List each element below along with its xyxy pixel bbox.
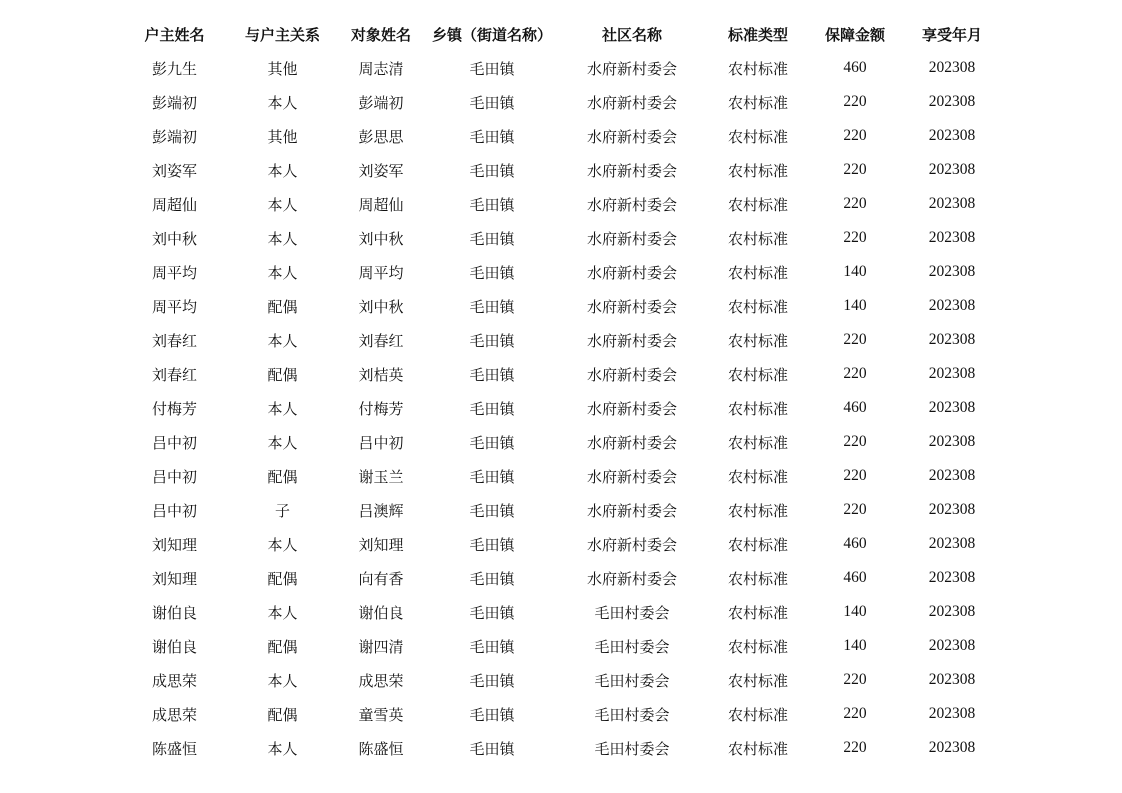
- table-row: [124, 595, 1008, 629]
- cell-amount: 220: [843, 195, 867, 212]
- table-row: [124, 459, 1008, 493]
- cell-township: 毛田镇: [469, 637, 515, 656]
- cell-period: 202308: [928, 127, 976, 144]
- cell-householder-name: 吕中初: [151, 467, 197, 486]
- cell-standard-type: 农村标准: [727, 331, 788, 350]
- table-row: [124, 221, 1008, 255]
- cell-recipient-name: 童雪英: [358, 705, 404, 724]
- cell-householder-name: 刘姿军: [151, 161, 197, 180]
- cell-township: 毛田镇: [469, 569, 515, 588]
- cell-householder-name: 刘知理: [151, 569, 197, 588]
- cell-standard-type: 农村标准: [727, 161, 788, 180]
- table-row: [124, 323, 1008, 357]
- cell-relation: 配偶: [267, 297, 298, 316]
- cell-township: 毛田镇: [469, 161, 515, 180]
- cell-period: 202308: [928, 535, 976, 552]
- cell-community: 毛田村委会: [594, 705, 670, 724]
- cell-householder-name: 付梅芳: [151, 399, 197, 418]
- table-header-row: [124, 17, 1008, 51]
- cell-recipient-name: 吕中初: [358, 433, 404, 452]
- cell-township: 毛田镇: [469, 365, 515, 384]
- cell-amount: 220: [843, 467, 867, 484]
- cell-recipient-name: 刘知理: [358, 535, 404, 554]
- cell-recipient-name: 成思荣: [358, 671, 404, 690]
- table-row: [124, 731, 1008, 765]
- cell-standard-type: 农村标准: [727, 263, 788, 282]
- table-row: [124, 357, 1008, 391]
- cell-period: 202308: [928, 297, 976, 314]
- cell-recipient-name: 周志清: [358, 59, 404, 78]
- cell-amount: 220: [843, 365, 867, 382]
- cell-recipient-name: 周超仙: [358, 195, 404, 214]
- table-row: [124, 51, 1008, 85]
- cell-recipient-name: 付梅芳: [358, 399, 404, 418]
- cell-amount: 220: [843, 705, 867, 722]
- cell-recipient-name: 陈盛恒: [358, 739, 404, 758]
- cell-relation: 其他: [267, 127, 298, 146]
- cell-standard-type: 农村标准: [727, 671, 788, 690]
- cell-period: 202308: [928, 93, 976, 110]
- cell-householder-name: 刘中秋: [151, 229, 197, 248]
- cell-recipient-name: 彭端初: [358, 93, 404, 112]
- cell-recipient-name: 刘春红: [358, 331, 404, 350]
- cell-householder-name: 成思荣: [151, 705, 197, 724]
- table-row: [124, 493, 1008, 527]
- cell-township: 毛田镇: [469, 297, 515, 316]
- cell-amount: 460: [843, 399, 867, 416]
- cell-township: 毛田镇: [469, 331, 515, 350]
- cell-amount: 220: [843, 161, 867, 178]
- cell-householder-name: 刘春红: [151, 331, 197, 350]
- cell-township: 毛田镇: [469, 127, 515, 146]
- cell-standard-type: 农村标准: [727, 433, 788, 452]
- cell-standard-type: 农村标准: [727, 569, 788, 588]
- cell-period: 202308: [928, 739, 976, 756]
- cell-amount: 460: [843, 569, 867, 586]
- cell-period: 202308: [928, 501, 976, 518]
- cell-standard-type: 农村标准: [727, 195, 788, 214]
- cell-amount: 220: [843, 433, 867, 450]
- cell-period: 202308: [928, 59, 976, 76]
- cell-amount: 220: [843, 229, 867, 246]
- cell-relation: 本人: [267, 535, 298, 554]
- cell-township: 毛田镇: [469, 399, 515, 418]
- cell-community: 水府新村委会: [586, 59, 677, 78]
- cell-amount: 140: [843, 297, 867, 314]
- cell-township: 毛田镇: [469, 535, 515, 554]
- cell-relation: 子: [274, 501, 290, 520]
- cell-relation: 本人: [267, 671, 298, 690]
- cell-recipient-name: 谢玉兰: [358, 467, 404, 486]
- cell-community: 毛田村委会: [594, 637, 670, 656]
- cell-community: 水府新村委会: [586, 399, 677, 418]
- table-row: [124, 527, 1008, 561]
- cell-relation: 配偶: [267, 467, 298, 486]
- cell-recipient-name: 刘姿军: [358, 161, 404, 180]
- table-row: [124, 255, 1008, 289]
- cell-relation: 配偶: [267, 365, 298, 384]
- table-row: [124, 119, 1008, 153]
- cell-period: 202308: [928, 263, 976, 280]
- cell-community: 水府新村委会: [586, 569, 677, 588]
- cell-householder-name: 成思荣: [151, 671, 197, 690]
- cell-township: 毛田镇: [469, 467, 515, 486]
- cell-relation: 本人: [267, 161, 298, 180]
- cell-standard-type: 农村标准: [727, 365, 788, 384]
- cell-amount: 220: [843, 501, 867, 518]
- cell-community: 毛田村委会: [594, 671, 670, 690]
- cell-householder-name: 刘知理: [151, 535, 197, 554]
- table-row: [124, 187, 1008, 221]
- table-row: [124, 561, 1008, 595]
- cell-standard-type: 农村标准: [727, 127, 788, 146]
- cell-recipient-name: 吕澳辉: [358, 501, 404, 520]
- cell-amount: 220: [843, 127, 867, 144]
- cell-period: 202308: [928, 671, 976, 688]
- cell-amount: 220: [843, 739, 867, 756]
- cell-township: 毛田镇: [469, 739, 515, 758]
- cell-recipient-name: 刘中秋: [358, 229, 404, 248]
- cell-township: 毛田镇: [469, 59, 515, 78]
- cell-recipient-name: 刘桔英: [358, 365, 404, 384]
- cell-township: 毛田镇: [469, 501, 515, 520]
- cell-recipient-name: 向有香: [358, 569, 404, 588]
- cell-community: 水府新村委会: [586, 127, 677, 146]
- cell-period: 202308: [928, 603, 976, 620]
- cell-householder-name: 谢伯良: [151, 637, 197, 656]
- cell-standard-type: 农村标准: [727, 399, 788, 418]
- cell-period: 202308: [928, 331, 976, 348]
- cell-community: 水府新村委会: [586, 501, 677, 520]
- cell-community: 水府新村委会: [586, 365, 677, 384]
- cell-community: 水府新村委会: [586, 93, 677, 112]
- cell-householder-name: 刘春红: [151, 365, 197, 384]
- assistance-roster-table: [124, 17, 1008, 765]
- cell-community: 水府新村委会: [586, 433, 677, 452]
- table-row: [124, 85, 1008, 119]
- cell-standard-type: 农村标准: [727, 297, 788, 316]
- cell-householder-name: 吕中初: [151, 501, 197, 520]
- cell-community: 水府新村委会: [586, 195, 677, 214]
- cell-township: 毛田镇: [469, 705, 515, 724]
- cell-community: 水府新村委会: [586, 297, 677, 316]
- header-householder-name: 户主姓名: [144, 25, 205, 44]
- cell-community: 水府新村委会: [586, 331, 677, 350]
- cell-community: 水府新村委会: [586, 229, 677, 248]
- cell-township: 毛田镇: [469, 263, 515, 282]
- cell-amount: 460: [843, 59, 867, 76]
- table-row: [124, 663, 1008, 697]
- header-period: 享受年月: [921, 25, 982, 44]
- header-township: 乡镇（街道名称）: [431, 25, 552, 44]
- cell-period: 202308: [928, 161, 976, 178]
- header-standard-type: 标准类型: [727, 25, 788, 44]
- header-relation: 与户主关系: [244, 25, 320, 44]
- cell-amount: 140: [843, 263, 867, 280]
- cell-relation: 本人: [267, 195, 298, 214]
- cell-standard-type: 农村标准: [727, 467, 788, 486]
- cell-amount: 220: [843, 671, 867, 688]
- table-row: [124, 289, 1008, 323]
- cell-relation: 本人: [267, 603, 298, 622]
- cell-relation: 本人: [267, 399, 298, 418]
- cell-community: 毛田村委会: [594, 739, 670, 758]
- cell-householder-name: 彭端初: [151, 127, 197, 146]
- cell-period: 202308: [928, 399, 976, 416]
- cell-period: 202308: [928, 569, 976, 586]
- table-row: [124, 153, 1008, 187]
- cell-householder-name: 吕中初: [151, 433, 197, 452]
- cell-standard-type: 农村标准: [727, 229, 788, 248]
- cell-amount: 220: [843, 93, 867, 110]
- cell-period: 202308: [928, 229, 976, 246]
- cell-householder-name: 陈盛恒: [151, 739, 197, 758]
- cell-relation: 配偶: [267, 569, 298, 588]
- cell-relation: 配偶: [267, 637, 298, 656]
- cell-relation: 本人: [267, 739, 298, 758]
- cell-householder-name: 彭九生: [151, 59, 197, 78]
- cell-relation: 本人: [267, 433, 298, 452]
- cell-period: 202308: [928, 705, 976, 722]
- cell-amount: 140: [843, 637, 867, 654]
- cell-period: 202308: [928, 467, 976, 484]
- cell-community: 毛田村委会: [594, 603, 670, 622]
- cell-township: 毛田镇: [469, 93, 515, 112]
- table-body: [124, 51, 1008, 765]
- table-row: [124, 391, 1008, 425]
- cell-relation: 本人: [267, 263, 298, 282]
- cell-township: 毛田镇: [469, 229, 515, 248]
- header-community: 社区名称: [601, 25, 662, 44]
- cell-standard-type: 农村标准: [727, 59, 788, 78]
- cell-relation: 其他: [267, 59, 298, 78]
- cell-relation: 配偶: [267, 705, 298, 724]
- cell-community: 水府新村委会: [586, 535, 677, 554]
- cell-amount: 140: [843, 603, 867, 620]
- cell-householder-name: 彭端初: [151, 93, 197, 112]
- cell-recipient-name: 彭思思: [358, 127, 404, 146]
- cell-standard-type: 农村标准: [727, 739, 788, 758]
- cell-township: 毛田镇: [469, 433, 515, 452]
- cell-recipient-name: 刘中秋: [358, 297, 404, 316]
- cell-township: 毛田镇: [469, 603, 515, 622]
- cell-standard-type: 农村标准: [727, 637, 788, 656]
- cell-standard-type: 农村标准: [727, 93, 788, 112]
- cell-township: 毛田镇: [469, 671, 515, 690]
- cell-period: 202308: [928, 365, 976, 382]
- cell-relation: 本人: [267, 331, 298, 350]
- assistance-roster-sheet: [0, 17, 1122, 765]
- cell-community: 水府新村委会: [586, 263, 677, 282]
- cell-recipient-name: 谢四清: [358, 637, 404, 656]
- cell-householder-name: 周超仙: [151, 195, 197, 214]
- cell-standard-type: 农村标准: [727, 603, 788, 622]
- cell-standard-type: 农村标准: [727, 705, 788, 724]
- cell-householder-name: 周平均: [151, 263, 197, 282]
- cell-recipient-name: 周平均: [358, 263, 404, 282]
- cell-township: 毛田镇: [469, 195, 515, 214]
- table-row: [124, 425, 1008, 459]
- table-row: [124, 697, 1008, 731]
- table-row: [124, 629, 1008, 663]
- cell-relation: 本人: [267, 93, 298, 112]
- cell-householder-name: 谢伯良: [151, 603, 197, 622]
- cell-community: 水府新村委会: [586, 467, 677, 486]
- cell-householder-name: 周平均: [151, 297, 197, 316]
- cell-period: 202308: [928, 195, 976, 212]
- cell-period: 202308: [928, 637, 976, 654]
- cell-amount: 220: [843, 331, 867, 348]
- header-amount: 保障金额: [824, 25, 885, 44]
- cell-community: 水府新村委会: [586, 161, 677, 180]
- cell-amount: 460: [843, 535, 867, 552]
- cell-relation: 本人: [267, 229, 298, 248]
- cell-standard-type: 农村标准: [727, 501, 788, 520]
- cell-recipient-name: 谢伯良: [358, 603, 404, 622]
- cell-standard-type: 农村标准: [727, 535, 788, 554]
- cell-period: 202308: [928, 433, 976, 450]
- header-recipient-name: 对象姓名: [350, 25, 411, 44]
